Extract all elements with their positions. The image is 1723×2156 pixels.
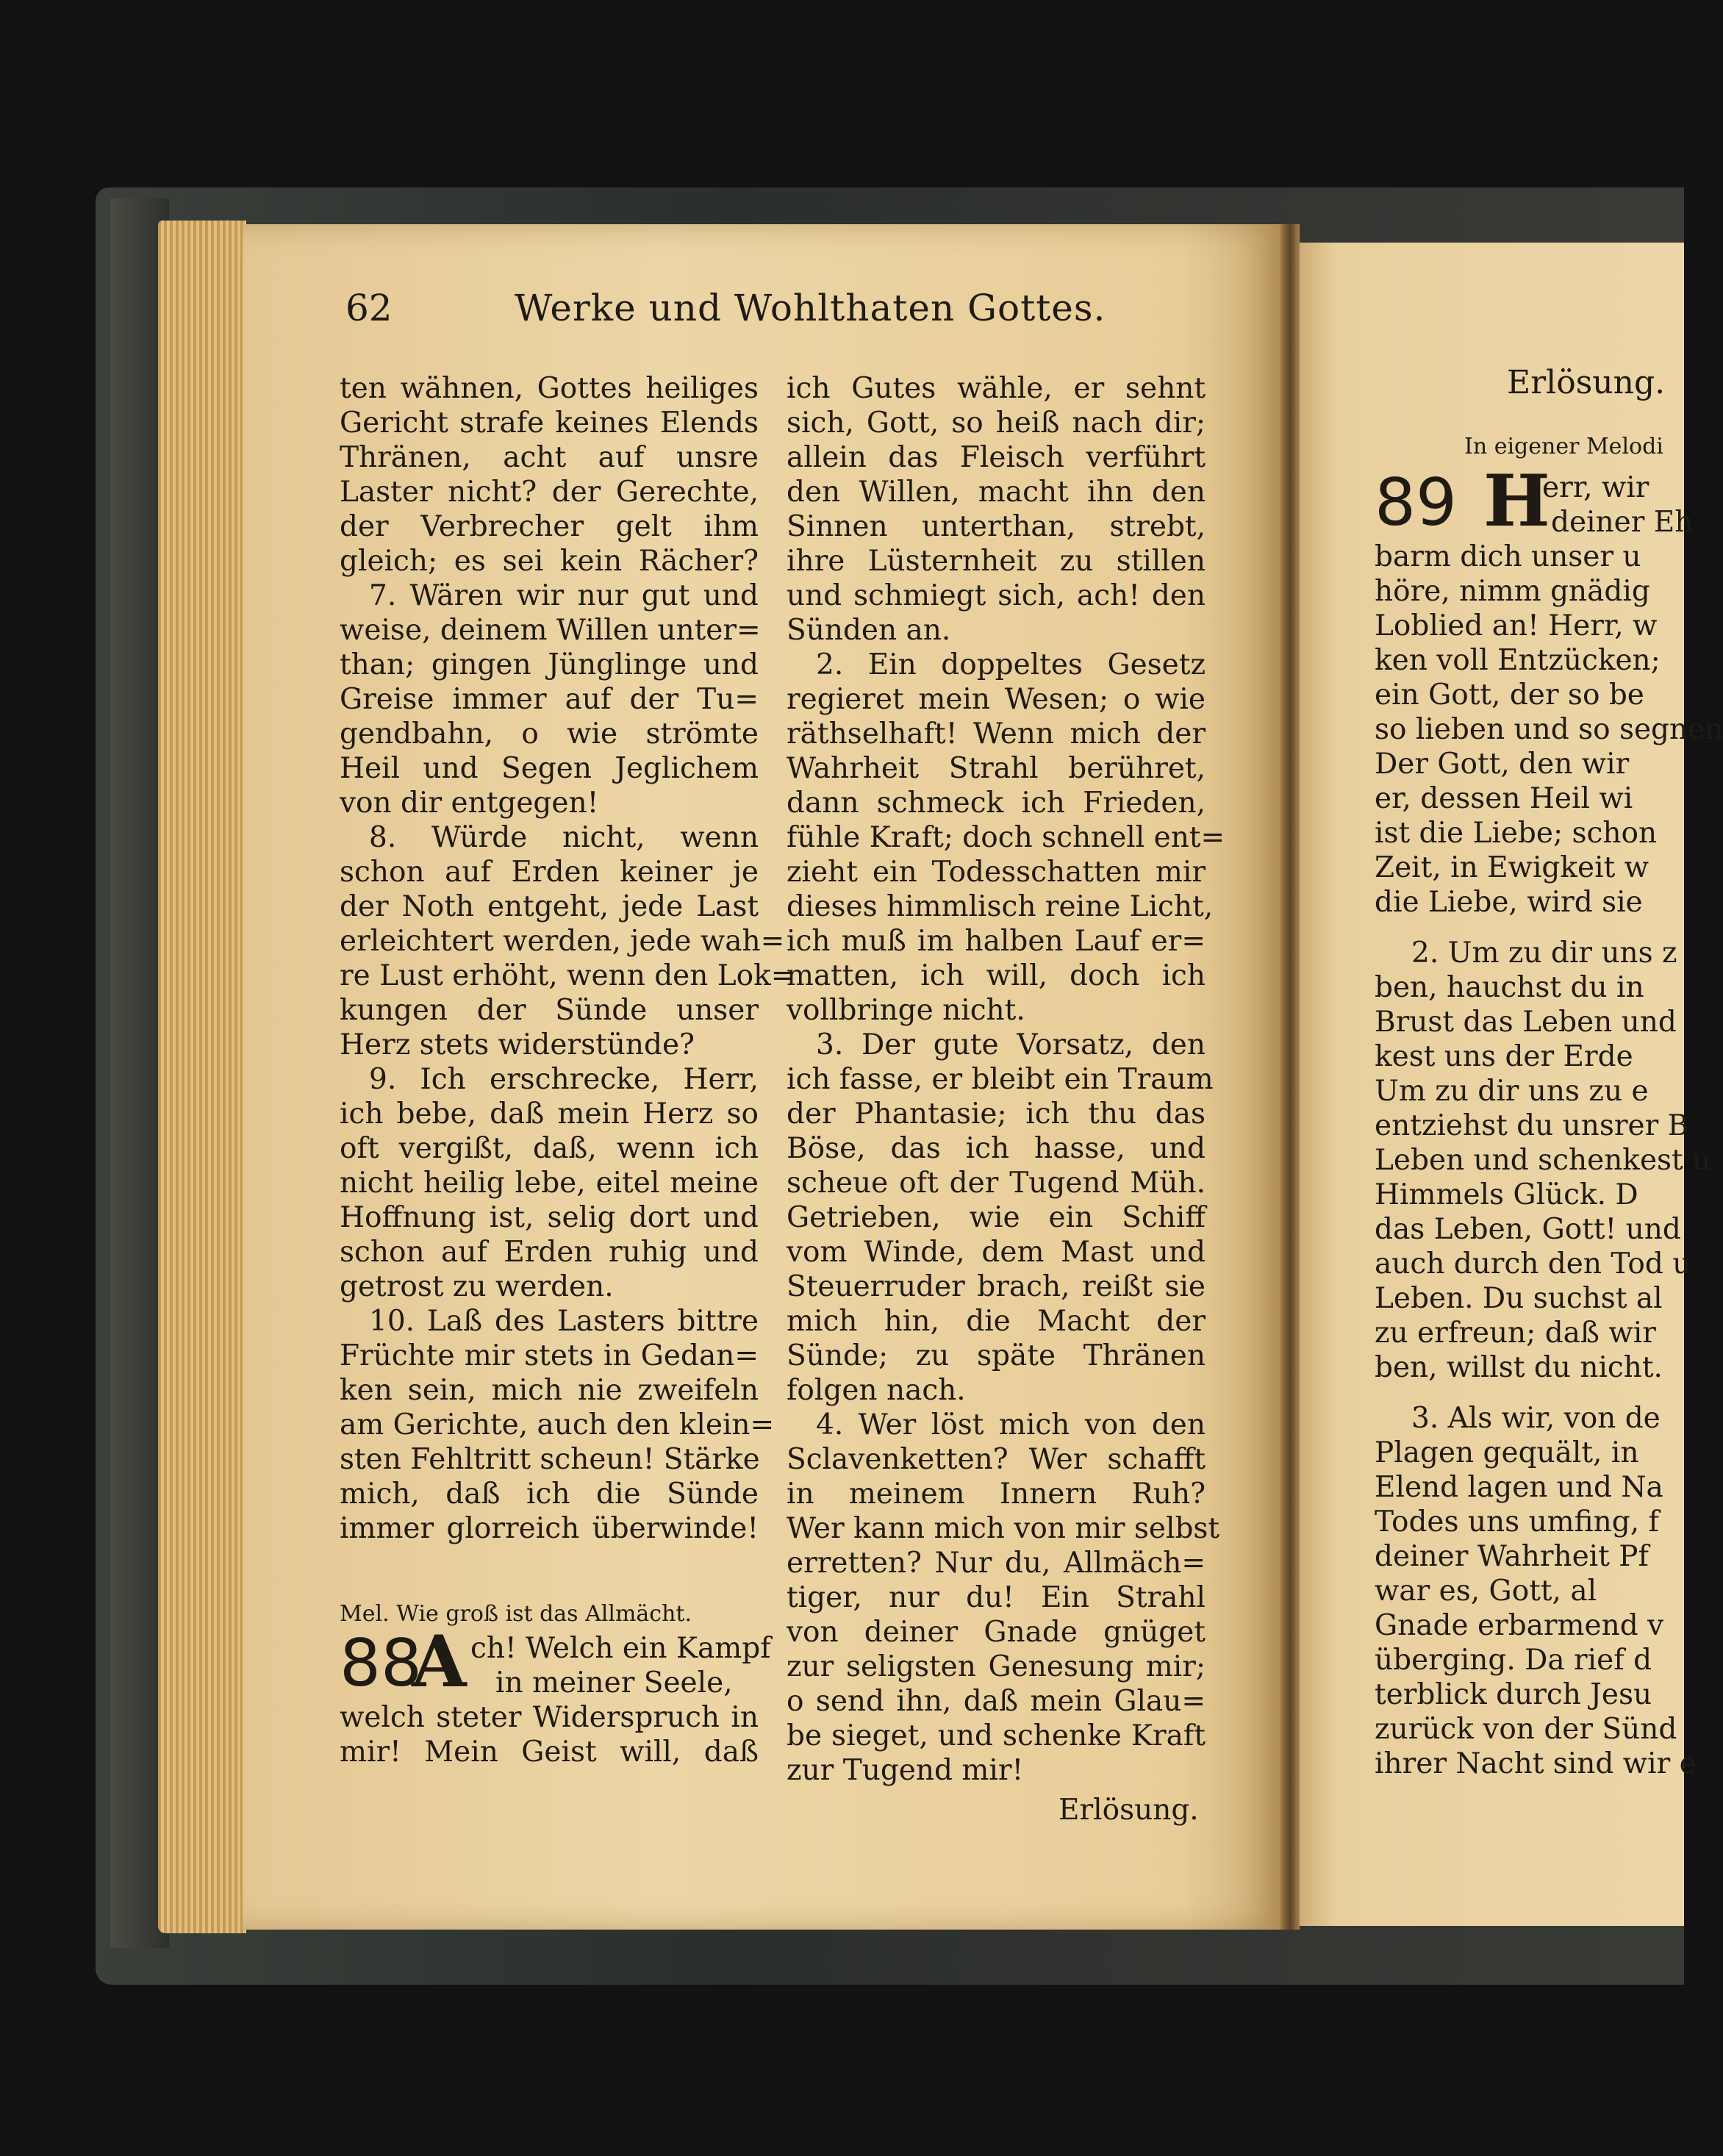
text-line: sten Fehltritt scheun! Stärke — [340, 1443, 760, 1476]
hymn-number: 88 — [340, 1625, 422, 1701]
text-line: deiner Eh — [1551, 506, 1694, 539]
text-line: Todes uns umfing, f — [1375, 1505, 1659, 1539]
drop-cap: H — [1483, 459, 1550, 542]
running-title: Werke und Wohlthaten Gottes. — [515, 287, 1106, 329]
page-edges — [158, 221, 246, 1933]
text-line: entziehst du unsrer B — [1375, 1109, 1689, 1142]
text-line: 7. Wären wir nur gut und — [369, 579, 759, 612]
text-line: ihrer Nacht sind wir e — [1375, 1747, 1697, 1780]
text-line: ten wähnen, Gottes heiliges — [340, 372, 759, 405]
text-line: re Lust erhöht, wenn den Lok= — [340, 959, 795, 992]
text-line: 2. Um zu dir uns z — [1411, 936, 1677, 970]
text-line: von dir entgegen! — [340, 787, 599, 820]
text-line: allein das Fleisch verführt — [787, 441, 1206, 474]
text-line: Hoffnung ist, selig dort und — [340, 1201, 759, 1234]
text-line: terblick durch Jesu — [1375, 1678, 1652, 1711]
text-line: vollbringe nicht. — [787, 994, 1025, 1027]
text-line: Brust das Leben und — [1375, 1006, 1677, 1039]
hymn-89-opening — [1375, 459, 1694, 542]
text-line: tiger, nur du! Ein Strahl — [787, 1581, 1206, 1614]
text-line: erleichtert werden, jede wah= — [340, 925, 785, 958]
text-line: erretten? Nur du, Allmäch= — [787, 1547, 1206, 1580]
text-line: der Phantasie; ich thu das — [787, 1097, 1206, 1131]
text-line: getrost zu werden. — [340, 1270, 614, 1303]
text-line: Böse, das ich hasse, und — [787, 1132, 1206, 1165]
text-line: mir! Mein Geist will, daß — [340, 1736, 759, 1769]
text-line: Wer kann mich von mir selbst — [787, 1512, 1220, 1545]
left-page-header — [345, 287, 1213, 345]
text-line: vom Winde, dem Mast und — [787, 1236, 1206, 1269]
text-line: Sinnen unterthan, strebt, — [787, 510, 1206, 543]
text-line: Sünde; zu späte Thränen — [787, 1339, 1206, 1372]
text-line: Gericht strafe keines Elends — [340, 407, 759, 440]
text-line: 3. Als wir, von de — [1411, 1402, 1661, 1435]
text-line: Herz stets widerstünde? — [340, 1028, 695, 1061]
text-line: deiner Wahrheit Pf — [1375, 1540, 1649, 1573]
text-line: war es, Gott, al — [1375, 1575, 1597, 1608]
text-line: ihre Lüsternheit zu stillen — [787, 545, 1206, 578]
text-line: Himmels Glück. D — [1375, 1178, 1638, 1211]
text-line: Plagen gequält, in — [1375, 1436, 1639, 1469]
text-line: Der Gott, den wir — [1375, 748, 1630, 781]
text-line: be sieget, und schenke Kraft — [787, 1719, 1206, 1752]
text-line: in meiner Seele, — [495, 1666, 733, 1700]
text-line: mich hin, die Macht der — [787, 1305, 1206, 1338]
text-line: Zeit, in Ewigkeit w — [1375, 851, 1649, 884]
text-line: barm dich unser u — [1375, 540, 1641, 573]
text-line: folgen nach. — [787, 1374, 966, 1407]
text-line: 2. Ein doppeltes Gesetz — [816, 648, 1206, 681]
text-line: welch steter Widerspruch in — [340, 1701, 759, 1734]
text-line: zu erfreun; daß wir — [1375, 1317, 1656, 1350]
text-line: Um zu dir uns zu e — [1375, 1075, 1649, 1108]
text-line: ist die Liebe; schon — [1375, 817, 1658, 850]
text-line: 4. Wer löst mich von den — [816, 1408, 1206, 1441]
text-line: ch! Welch ein Kampf — [470, 1632, 771, 1665]
text-line: immer glorreich überwinde! — [340, 1512, 759, 1545]
text-line: Heil und Segen Jeglichem — [340, 752, 759, 785]
text-line: Sclavenketten? Wer schafft — [787, 1443, 1206, 1476]
text-line: fühle Kraft; doch schnell ent= — [787, 821, 1225, 854]
catchword: Erlösung. — [1058, 1794, 1199, 1827]
right-column — [1375, 459, 1723, 1781]
text-line: Loblied an! Herr, w — [1375, 609, 1658, 642]
text-line: räthselhaft! Wenn mich der — [787, 717, 1206, 751]
text-line: zurück von der Sünd — [1375, 1713, 1677, 1746]
right-hymn-melody: In eigener Melodi — [1464, 434, 1663, 459]
text-line: ben, hauchst du in — [1375, 971, 1644, 1004]
text-line: err, wir — [1542, 471, 1649, 504]
text-line: 8. Würde nicht, wenn — [369, 821, 759, 854]
text-line: regieret mein Wesen; o wie — [787, 683, 1206, 716]
text-line: o send ihn, daß mein Glau= — [787, 1685, 1206, 1718]
text-line: und schmiegt sich, ach! den — [787, 579, 1206, 612]
text-line: kungen der Sünde unser — [340, 994, 759, 1027]
text-line: scheue oft der Tugend Müh. — [787, 1167, 1206, 1200]
text-line: Greise immer auf der Tu= — [340, 683, 759, 716]
text-line: ein Gott, der so be — [1375, 678, 1644, 712]
text-line: ich fasse, er bleibt ein Traum — [787, 1063, 1214, 1096]
text-line: zieht ein Todesschatten mir — [787, 856, 1206, 889]
text-line: Wahrheit Strahl berühret, — [787, 752, 1206, 785]
page-number: 62 — [345, 287, 393, 329]
drop-cap: A — [412, 1620, 467, 1703]
text-line: matten, ich will, doch ich — [787, 959, 1206, 992]
text-line: Steuerruder brach, reißt sie — [787, 1270, 1206, 1303]
text-line: mich, daß ich die Sünde — [340, 1478, 759, 1511]
text-line: schon auf Erden ruhig und — [340, 1236, 759, 1269]
hymn-number: 89 — [1375, 465, 1457, 540]
text-line: weise, deinem Willen unter= — [340, 614, 761, 647]
text-line: 9. Ich erschrecke, Herr, — [369, 1063, 759, 1096]
text-line: than; gingen Jünglinge und — [340, 648, 759, 681]
text-line: Früchte mir stets in Gedan= — [340, 1339, 759, 1372]
text-line: ich muß im halben Lauf er= — [787, 925, 1206, 958]
text-line: Leben. Du suchst al — [1375, 1282, 1663, 1315]
text-line: gendbahn, o wie strömte — [340, 717, 759, 751]
middle-column — [787, 371, 1225, 1788]
text-line: Laster nicht? der Gerechte, — [340, 476, 759, 509]
text-line: ben, willst du nicht. — [1375, 1351, 1663, 1384]
text-line: höre, nimm gnädig — [1375, 575, 1650, 608]
text-line: Leben und schenkest u — [1375, 1144, 1711, 1177]
text-line: der Noth entgeht, jede Last — [340, 890, 759, 923]
text-line: dieses himmlisch reine Licht, — [787, 890, 1214, 923]
text-line: Getrieben, wie ein Schiff — [787, 1201, 1206, 1234]
text-line: schon auf Erden keiner je — [340, 856, 759, 889]
text-line: Elend lagen und Na — [1375, 1471, 1663, 1504]
text-line: das Leben, Gott! und — [1375, 1213, 1681, 1246]
left-column — [340, 371, 795, 1769]
text-line: ken sein, mich nie zweifeln — [340, 1374, 759, 1407]
text-line: ich bebe, daß mein Herz so — [340, 1097, 759, 1131]
text-line: den Willen, macht ihn den — [787, 476, 1206, 509]
text-line: der Verbrecher gelt ihm — [340, 510, 759, 543]
text-line: so lieben und so segnen — [1375, 713, 1723, 746]
text-line: ich Gutes wähle, er sehnt — [787, 372, 1206, 405]
text-line: dann schmeck ich Frieden, — [787, 787, 1206, 820]
text-line: er, dessen Heil wi — [1375, 782, 1633, 815]
book-gutter — [1280, 224, 1300, 1930]
text-line: Sünden an. — [787, 614, 951, 647]
text-line: von deiner Gnade gnüget — [787, 1616, 1206, 1649]
text-line: zur Tugend mir! — [787, 1754, 1024, 1787]
text-line: ken voll Entzücken; — [1375, 644, 1661, 677]
text-line: auch durch den Tod u — [1375, 1247, 1691, 1281]
text-line: oft vergißt, daß, wenn ich — [340, 1132, 759, 1165]
text-line: kest uns der Erde — [1375, 1040, 1633, 1073]
right-section-title: Erlösung. — [1507, 364, 1666, 401]
hymn-melody: Mel. Wie groß ist das Allmächt. — [340, 1601, 692, 1627]
text-line: überging. Da rief d — [1375, 1644, 1652, 1677]
text-line: 10. Laß des Lasters bittre — [369, 1305, 759, 1338]
text-line: die Liebe, wird sie — [1375, 886, 1643, 919]
text-line: Thränen, acht auf unsre — [340, 441, 759, 474]
text-line: 3. Der gute Vorsatz, den — [816, 1028, 1206, 1061]
text-line: sich, Gott, so heiß nach dir; — [787, 407, 1206, 440]
text-line: zur seligsten Genesung mir; — [787, 1650, 1206, 1683]
hymn-88-opening — [340, 1620, 771, 1703]
text-line: Gnade erbarmend v — [1375, 1609, 1664, 1642]
text-line: am Gerichte, auch den klein= — [340, 1408, 775, 1441]
text-line: gleich; es sei kein Rächer? — [340, 545, 759, 578]
text-line: in meinem Innern Ruh? — [787, 1478, 1206, 1511]
text-line: nicht heilig lebe, eitel meine — [340, 1167, 759, 1200]
